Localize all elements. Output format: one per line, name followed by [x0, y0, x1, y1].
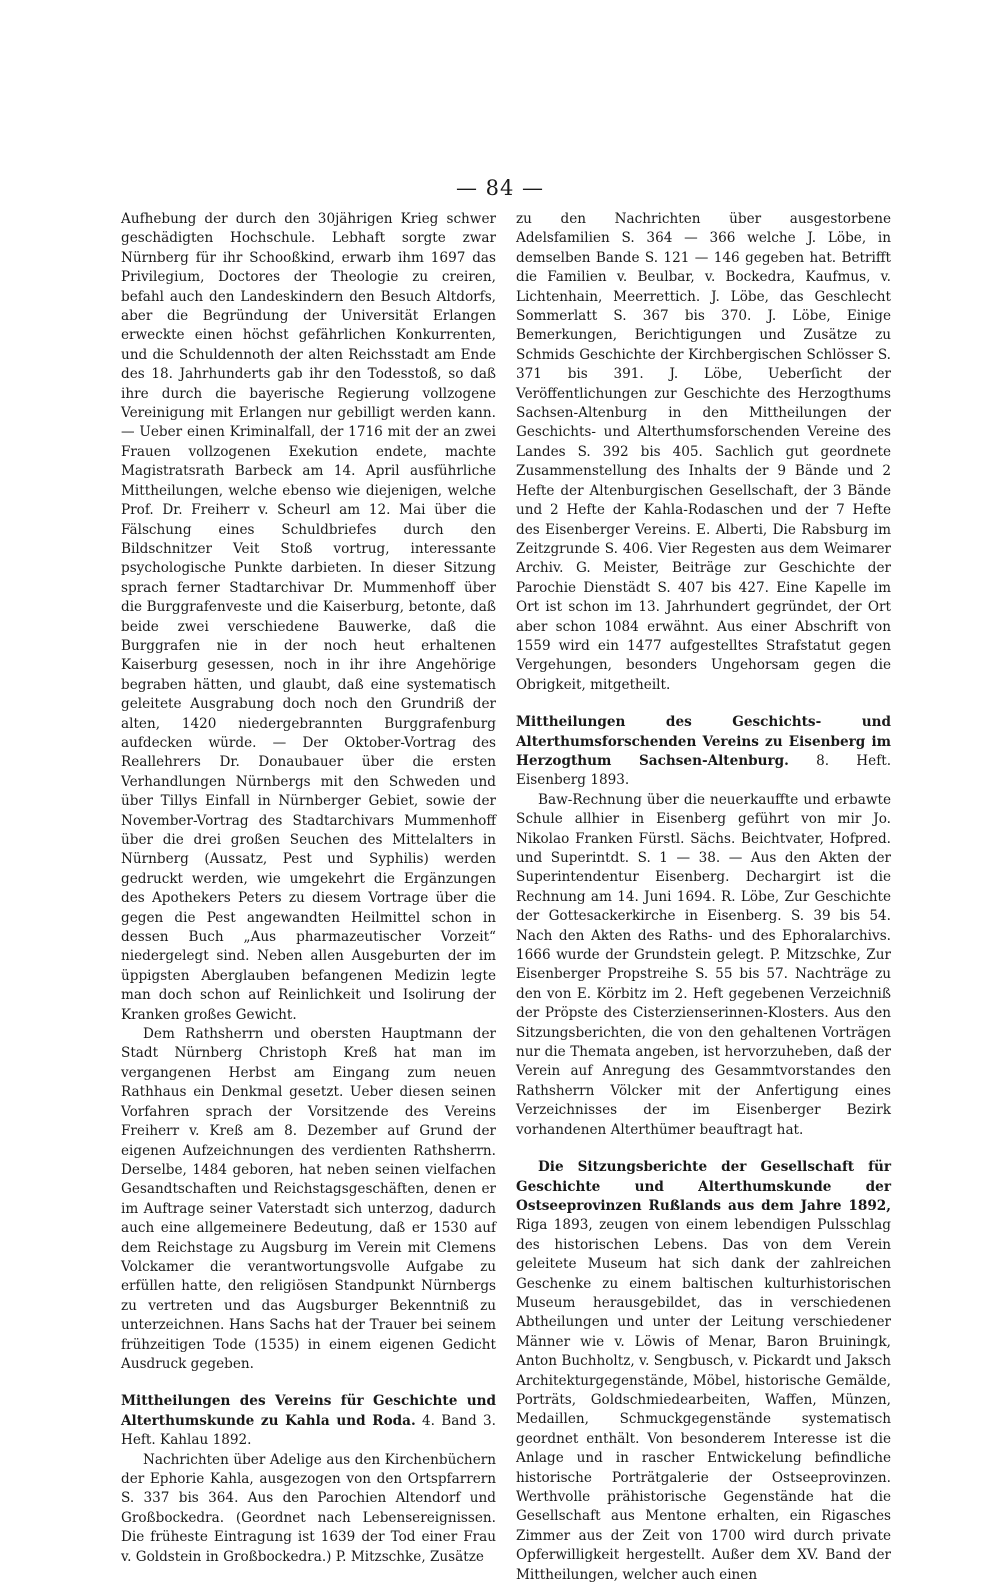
paragraph-kress: Dem Rathsherrn und obersten Hauptmann der Stadt Nürnberg Christoph Kreß hat man im vergangenen Herbst am Eingang zum neuen Rathhaus ein Denkmal gesetzt. Ueber diesen seinen Vorfahren sprach der Vorsitzende des Vereins Freiherr v. Kreß am 8. Dezember auf Grund der eigenen Aufzeichnungen des verdienten Rathsherrn. Derselbe, 1484 geboren, hat neben seinen vielfachen Gesandtschaften und Reichstagsgeschäften, denen er im Auftrage seiner Vaterstadt sich unterzog, dadurch auch eine allgemeinere Bedeutung, daß er 1530 auf dem Reichstage zu Augsburg im Verein mit Clemens Volckamer die verantwortungsvolle Aufgabe zu erfüllen hatte, den religiösen Standpunkt Nürnbergs zu vertreten und das Augsburger Bekenntniß zu unterzeichnen. Hans Sachs hat der Trauer bei seinem frühzeitigen Tode (1535) in einem eigenen Gedicht Ausdruck gegeben.	[121, 1026, 496, 1372]
section-subtitle: 8. Heft. Eisenberg 1893.	[516, 752, 892, 789]
section-text: Riga 1893, zeugen von einem lebendigen Pulsschlag des historischen Lebens. Das von dem Verein geleitete Museum hat sich dank der zahlreichen Geschenke zu einem baltischen kulturhistorischen Museum herausgebildet, das in verschiedenen Abtheilungen und unter der Leitung verschiedener Männer wie v. Löwis of Menar, Baron Bruiningk, Anton Buchholtz, v. Sengbusch, v. Pickardt und Jaksch Architekturgegenstände, Möbel, historische Gemälde, Porträts, Goldschmiedearbeiten, Waffen, Münzen, Medaillen, Schmuckgegenstände systematisch geordnet enthält. Von besonderem Interesse ist die Anlage und in rascher Entwickelung befindliche historische Porträtgalerie der Ostseeprovinzen. Werthvolle prähistorische Gegenstände hat die Gesellschaft aus Mentone erhalten, ein Rigasches Zimmer aus der Zeit von 1700 wird durch private Opferwilligkeit hergestellt. Außer dem XV. Band der Mittheilungen, welcher auch einen	[516, 1217, 891, 1583]
paragraph-hochschule: Aufhebung der durch den 30jährigen Krieg schwer geschädigten Hochschule. Lebhaft sorgte zwar Nürnberg für ihr Schooßkind, erwarb ihm 1697 das Privilegium, Doctores der Theologie zu creiren, befahl auch den Landeskindern den Besuch Altdorfs, aber die Begründung der Universität Erlangen erweckte einen höchst gefährlichen Konkurrenten, und die Schuldennoth der alten Reichsstadt am Ende des 18. Jahrhunderts gab ihr den Todesstoß, so daß ihre durch die bayerische Regierung vollzogene Vereinigung mit Erlangen nur gebilligt werden kann. — Ueber einen Kriminalfall, der 1716 mit der an zwei Frauen vollzogenen Exekution endete, machte Magistratsrath Barbeck am 14. April ausführliche Mittheilungen, welche ebenso wie diejenigen, welche Prof. Dr. Freiherr v. Scheurl am 12. Mai über die Fälschung eines Schuldbriefes durch den Bildschnitzer Veit Stoß vortrug, interessante psychologische Punkte darbieten. In dieser Sitzung sprach ferner Stadtarchivar Dr. Mummenhoff über die Burggrafenveste und die Kaiserburg, betonte, daß beide zwei verschiedene Bauwerke, daß die Burggrafen nie in der noch heut erhaltenen Kaiserburg gesessen, noch in ihr ihre Angehörige begraben hätten, und glaubt, daß eine systematisch geleitete Ausgrabung doch noch den Grundriß der alten, 1420 niedergebrannten Burggrafenburg aufdecken würde. — Der Oktober-Vortrag des Reallehrers Dr. Donaubauer über die ersten Verhandlungen Nürnbergs mit den Schweden und über Tillys Einfall in Nürnberger Gebiet, sowie der November-Vortrag des Stadtarchivars Mummenhoff über die drei großen Seuchen des Mittelalters in Nürnberg (Aussatz, Pest und Syphilis) werden gedruckt werden, wie umgekehrt die Ergänzungen des Apothekers Peters zu diesem Vortrage über die gegen die Pest angewandten Heilmittel schon in dessen Buch „Aus pharmazeutischer Vorzeit“ niedergelegt sind. Neben allen Ausgeburten der im üppigsten Aberglauben befangenen Medizin legte man doch schon auf Reinlichkeit und Isolirung der Kranken großes Gewicht.	[121, 211, 496, 1023]
section-title: Mittheilungen des Geschichts- und Alterthumsforschenden Vereins zu Eisenberg im Herzogthum Sachsen-Altenburg.	[516, 714, 891, 769]
section-title: Mittheilungen des Vereins für Geschichte und Alterthumskunde zu Kahla und Roda.	[121, 1393, 496, 1429]
section-heading-kahla-roda	[121, 1392, 496, 1450]
paragraph-kahla-nachrichten: Nachrichten über Adelige aus den Kirchenbüchern der Ephorie Kahla, ausgezogen von den Ortspfarrern S. 337 bis 364. Aus den Parochien Altendorf und Großbockedra. (Geordnet nach Lebensereignissen. Die früheste Eintragung ist 1639 der Tod einer Frau v. Goldstein in Großbockedra.) P. Mitzschke, Zusätze	[121, 1451, 496, 1565]
section-title: Die Sitzungsberichte der Gesellschaft für Geschichte und Alterthumskunde der Ostseeprovinzen Rußlands aus dem Jahre 1892,	[516, 1159, 891, 1214]
left-column	[121, 210, 496, 1567]
paragraph-loebe: zu den Nachrichten über ausgestorbene Adelsfamilien S. 364 — 366 welche J. Löbe, in demselben Bande S. 121 — 146 gegeben hat. Betrifft die Familien v. Beulbar, v. Bockedra, Kaufmus, v. Lichtenhain, Meerrettich. J. Löbe, das Geschlecht Sommerlatt S. 367 bis 370. J. Löbe, Einige Bemerkungen, Berichtigungen und Zusätze zu Schmids Geschichte der Kirchbergischen Schlösser S. 371 bis 391. J. Löbe, Ueberſicht der Veröffentlichungen zur Geschichte des Herzogthums Sachsen-Altenburg in den Mittheilungen der Geschichts- und Alterthumsforschenden Vereine des Landes S. 392 bis 405. Sachlich gut geordnete Zusammenstellung des Inhalts der 9 Bände und 2 Hefte der Altenburgischen Gesellschaft, der 3 Bände und 2 Hefte der Kahla-Rodaschen und der 7 Hefte des Eisenberger Vereins. E. Alberti, Die Rabsburg im Zeitzgrunde S. 406. Vier Regesten aus dem Weimarer Archiv. G. Meister, Beiträge zur Geschichte der Parochie Dienstädt S. 407 bis 427. Eine Kapelle im Ort ist schon im 13. Jahrhundert gegründet, der Ort aber schon 1084 erwähnt. Aus einer Abschrift von 1559 wird ein 1477 aufgestelltes Strafstatut gegen Vergehungen, besonders Ungehorsam gegen die Obrigkeit, mitgetheilt.	[516, 211, 891, 693]
paragraph-ostseeprovinzen	[516, 1158, 891, 1585]
section-heading-eisenberg	[516, 713, 891, 791]
paragraph-eisenberg-rechnung: Baw-Rechnung über die neuerkauffte und erbawte Schule allhier in Eisenberg geführt von mir Jo. Nikolao Franken Fürstl. Sächs. Beichtvater, Hofpred. und Superintdt. S. 1 — 38. — Aus den Akten der Superintendentur Eisenberg. Dechargirt ist die Rechnung am 14. Juni 1694. R. Löbe, Zur Geschichte der Gottesackerkirche in Eisenberg. S. 39 bis 54. Nach den Akten des Raths- und des Ephoralarchivs. 1666 wurde der Grundstein gelegt. P. Mitzschke, Zur Eisenberger Propstreihe S. 55 bis 57. Nachträge zu den von E. Körbitz im 2. Heft gegebenen Verzeichniß der Pröpste des Cisterzienserinnen-Klosters. Aus den Sitzungsberichten, die von den gehaltenen Vorträgen nur die Themata angeben, ist hervorzuheben, daß der Verein auf Anregung des Gesammtvorstandes den Rathsherrn Völcker mit der Anfertigung eines Verzeichnisses der im Eisenberger Bezirk vorhandenen Alterthümer beauftragt hat.	[516, 791, 891, 1138]
right-column	[516, 210, 891, 1585]
page-number: — 84 —	[455, 176, 545, 200]
section-subtitle: 4. Band 3. Heft. Kahlau 1892.	[121, 1412, 496, 1449]
